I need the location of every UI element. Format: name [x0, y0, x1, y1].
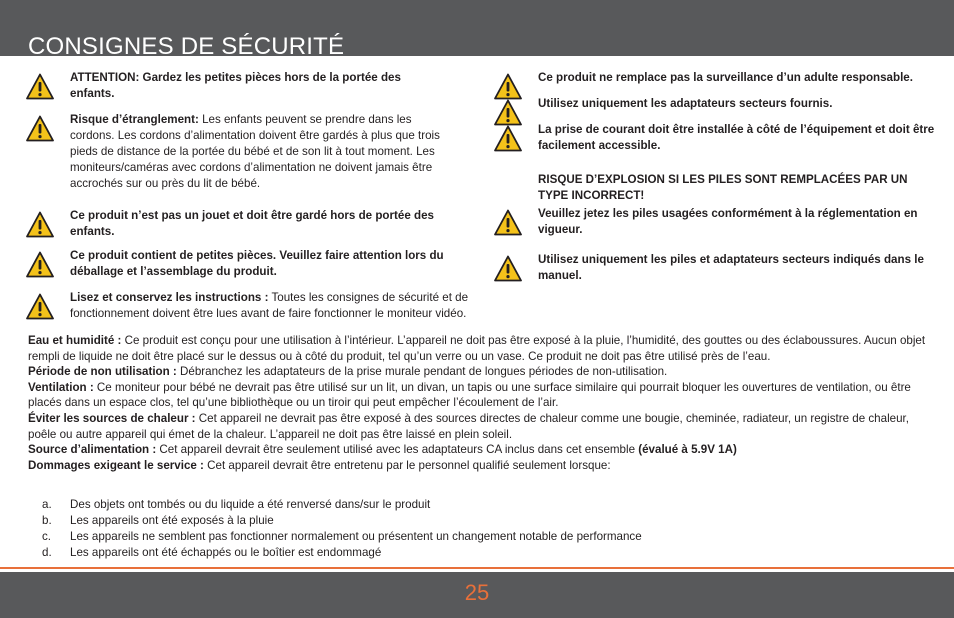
- paragraph-text: Ce produit est conçu pour une utilisation à l’intérieur. L’appareil ne doit pas être exposé à la pluie, l’humidité, des gouttes ou des éclaboussures. Aucun objet rempli de liquide ne doit être placé sur le dessus ou à côté du produit, tel qu’un verre ou un vase. Ce produit ne doit pas être utilisé près de l’eau.: [28, 334, 926, 363]
- warning-triangle-icon: [26, 73, 56, 103]
- paragraph-bold-end: (évalué à 5.9V 1A): [638, 443, 737, 457]
- paragraph: [28, 380, 940, 411]
- warning-text: Toutes les consignes de sécurité et de fonctionnement doivent être lues avant de faire fonctionner le moniteur vidéo.: [70, 291, 469, 320]
- warning-bold: Lisez et conservez les instructions :: [70, 291, 269, 304]
- list-text: Les appareils ne semblent pas fonctionner normalement ou présentent un changement notable de performance: [70, 530, 642, 543]
- list-letter: d.: [42, 546, 52, 559]
- warning-item: [26, 290, 472, 323]
- page-header: [0, 0, 954, 60]
- list-letter: a.: [42, 498, 52, 511]
- paragraph-text: Cet appareil devrait être seulement utilisé avec les adaptateurs CA inclus dans cet ensemble: [156, 443, 639, 457]
- left-warnings-column: [26, 70, 472, 323]
- paragraph-heading: Éviter les sources de chaleur :: [28, 411, 196, 425]
- list-item: [42, 545, 642, 561]
- paragraph-text: Cet appareil devrait être entretenu par le personnel qualifié seulement lorsque:: [203, 458, 611, 472]
- page-footer: [0, 572, 954, 618]
- list-item: [42, 497, 642, 513]
- paragraph-heading: Période de non utilisation :: [28, 365, 177, 379]
- paragraph-heading: Ventilation :: [28, 380, 94, 394]
- page-title: CONSIGNES DE SÉCURITÉ: [28, 33, 345, 60]
- paragraph-heading: Dommages exigeant le service :: [28, 458, 204, 472]
- warning-bold: ATTENTION: Gardez les petites pièces hors de la portée des enfants.: [70, 71, 401, 100]
- warning-item: [494, 96, 944, 118]
- warning-item: [494, 70, 944, 92]
- warning-bold: Ce produit n’est pas un jouet et doit être gardé hors de portée des enfants.: [70, 209, 434, 238]
- list-letter: c.: [42, 530, 52, 543]
- safety-paragraphs: [28, 333, 940, 473]
- paragraph-heading: Source d’alimentation :: [28, 443, 157, 457]
- right-warnings-column: [494, 70, 944, 285]
- warning-bold: Risque d’étranglement:: [70, 113, 199, 126]
- list-text: Les appareils ont été exposés à la pluie: [70, 514, 274, 527]
- warning-triangle-icon: [26, 293, 56, 323]
- list-letter: b.: [42, 514, 52, 527]
- paragraph-text: Cet appareil ne devrait pas être exposé à des sources directes de chaleur comme une bougie, cheminée, radiateur, un registre de chaleur, poêle ou autre appareil qui émet de la chaleur. L’appareil ne doit pas être laissé en plein soleil.: [28, 411, 909, 441]
- warning-triangle-icon: [494, 125, 524, 155]
- list-text: Les appareils ont été échappés ou le boîtier est endommagé: [70, 546, 382, 559]
- warning-text: Les enfants peuvent se prendre dans les cordons. Les cordons d’alimentation doivent être gardés à plus que trois pieds de distance de la portée du bébé et de son lit à tout moment. Les moniteurs/caméras avec cordons d’alimentation ne doivent jamais être accrochés sur ou près du lit de bébé.: [70, 113, 440, 190]
- list-text: Des objets ont tombés ou du liquide a été renversé dans/sur le produit: [70, 498, 431, 511]
- warning-bold: Utilisez uniquement les adaptateurs secteurs fournis.: [538, 97, 833, 110]
- list-item: [42, 529, 642, 545]
- warning-item: [494, 172, 944, 204]
- warning-triangle-icon: [26, 115, 56, 145]
- warning-triangle-icon: [26, 211, 56, 241]
- warning-bold: Utilisez uniquement les piles et adaptateurs secteurs indiqués dans le manuel.: [538, 253, 924, 282]
- list-item: [42, 513, 642, 529]
- warning-item: [26, 70, 472, 104]
- page-number: 25: [464, 580, 490, 605]
- warning-bold: RISQUE D’EXPLOSION SI LES PILES SONT REMPLACÉES PAR UN TYPE INCORRECT!: [538, 173, 908, 202]
- warning-triangle-icon: [494, 255, 524, 285]
- warning-item: [26, 248, 472, 284]
- warning-item: [494, 122, 944, 168]
- warning-triangle-icon: [26, 251, 56, 281]
- warning-item: [494, 206, 944, 248]
- warning-item: [26, 208, 472, 242]
- paragraph: [28, 364, 940, 380]
- warning-bold: Veuillez jetez les piles usagées conformément à la réglementation en vigueur.: [538, 207, 918, 236]
- paragraph: [28, 458, 940, 474]
- warning-bold: Ce produit ne remplace pas la surveillance d’un adulte responsable.: [538, 71, 913, 84]
- paragraph-text: Débranchez les adaptateurs de la prise murale pendant de longues périodes de non-utilisation.: [176, 365, 668, 379]
- warning-bold: Ce produit contient de petites pièces. Veuillez faire attention lors du déballage et l’assemblage du produit.: [70, 249, 444, 278]
- warning-item: [26, 112, 472, 200]
- paragraph: [28, 333, 940, 364]
- warning-item: [494, 252, 944, 285]
- footer-divider: [0, 567, 954, 569]
- paragraph-heading: Eau et humidité :: [28, 334, 122, 347]
- service-conditions-list: [42, 497, 642, 561]
- warning-triangle-icon: [494, 209, 524, 239]
- paragraph: [28, 411, 940, 442]
- paragraph-text: Ce moniteur pour bébé ne devrait pas être utilisé sur un lit, un divan, un tapis ou une surface similaire qui pourrait bloquer les ouvertures de ventilation, ou être placés dans un espace clos, tel qu’une bibliothèque ou un tiroir qui peut empêcher l’écoulement de l’air.: [28, 380, 911, 410]
- warning-bold: La prise de courant doit être installée à côté de l’équipement et doit être facilement accessible.: [538, 123, 935, 152]
- paragraph: [28, 442, 940, 458]
